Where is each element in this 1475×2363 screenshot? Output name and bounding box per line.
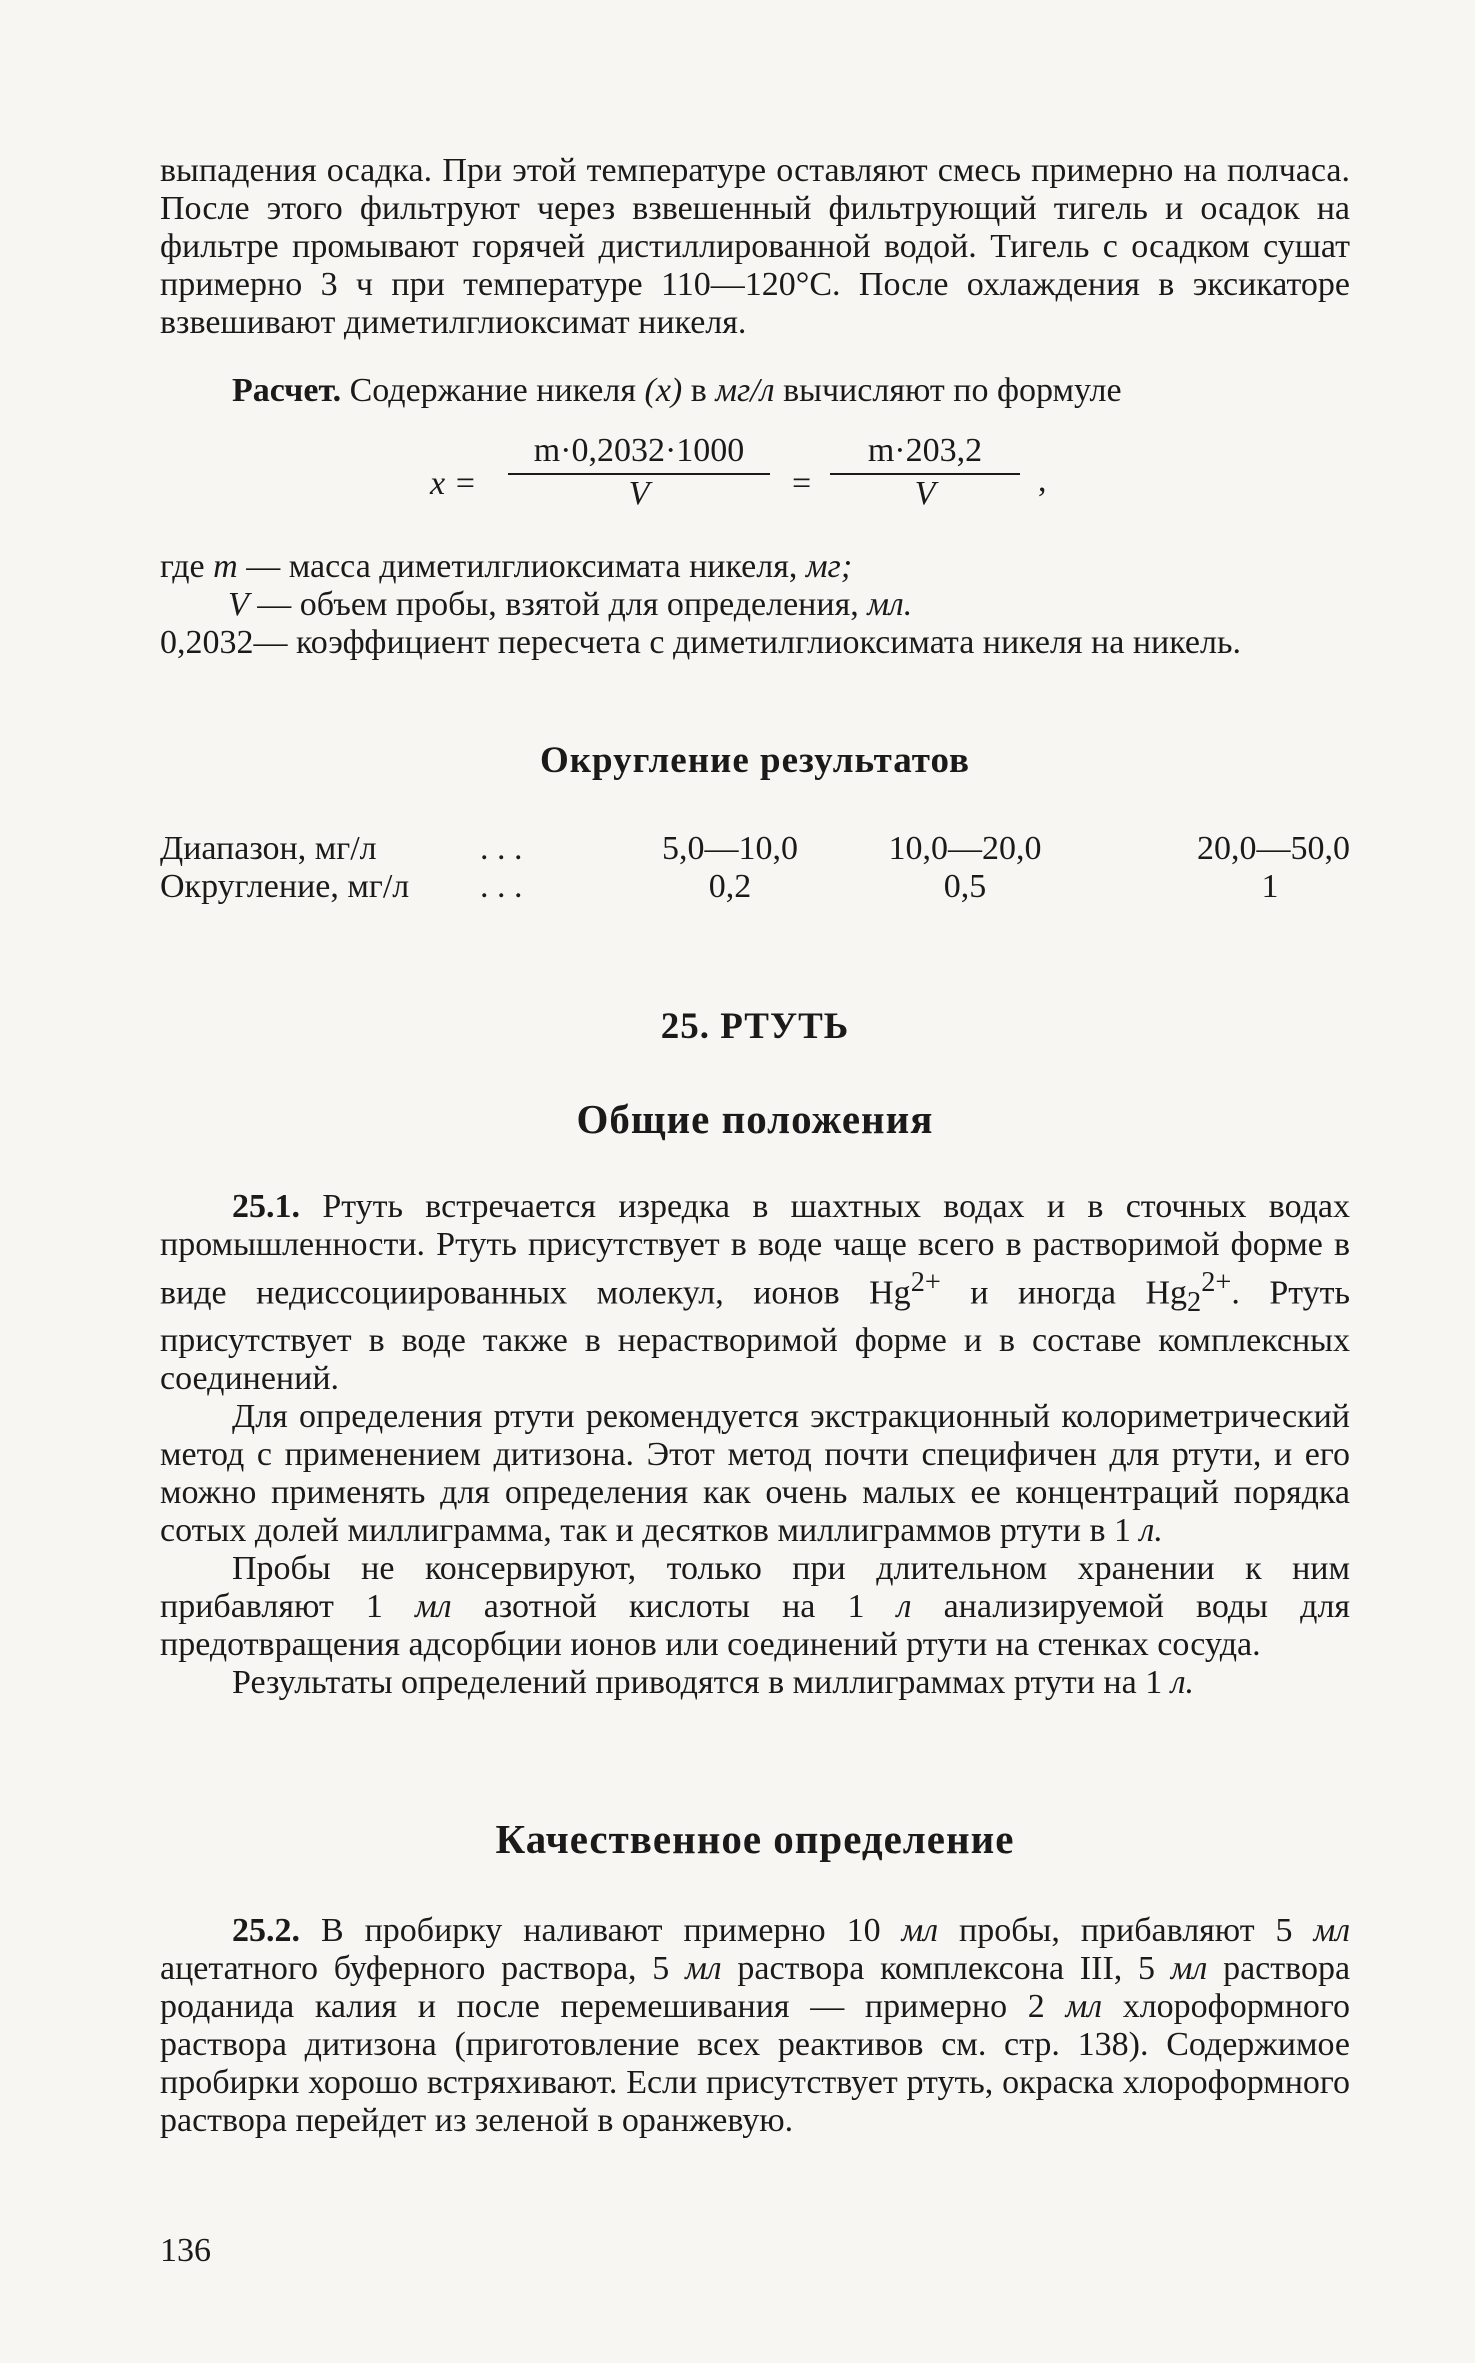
- paragraph-results: Результаты определений приводятся в миллиграммах ртути на 1 л.: [232, 1664, 1195, 1702]
- paragraph-25-2: 25.2. В пробирку наливают примерно 10 мл пробы, прибавляют 5 мл ацетатного буферного раствора, 5 мл раствора комплексона III, 5 мл раствора роданида калия и после перемешивания — примерно 2 мл хлороформного раствора дитизона (приготовление всех реактивов см. стр. 138). Содержимое пробирки хорошо встряхивают. Если присутствует ртуть, окраска хлороформного раствора перейдет из зеленой в оранжевую.: [160, 1912, 1351, 2139]
- legend-coefficient: 0,2032 — коэффициент пересчета с диметилглиоксимата никеля на никель.: [160, 624, 1241, 661]
- general-provisions-heading: Общие положения: [576, 1096, 934, 1142]
- table-row: Диапазон, мг/л . . . 5,0—10,0 10,0—20,0 20,0—50,0: [160, 830, 1350, 867]
- qualitative-heading: Качественное определение: [495, 1816, 1015, 1862]
- fraction-1-numerator: m·0,2032·1000: [508, 432, 770, 475]
- paragraph-preservation: Пробы не консервируют, только при длительном хранении к ним прибавляют 1 мл азотной кислоты на 1 л анализируемой воды для предотвращения адсорбции ионов или соединений ртути на стенках сосуда.: [160, 1550, 1351, 1664]
- table-row: Округление, мг/л . . . 0,2 0,5 1: [160, 868, 1279, 905]
- fraction-1: [508, 432, 770, 513]
- fraction-2: [830, 432, 1020, 513]
- formula-comma: ,: [1038, 462, 1047, 499]
- rounding-table: [160, 830, 1350, 906]
- calc-label: Расчет.: [232, 372, 342, 409]
- fraction-1-denominator: V: [628, 475, 650, 512]
- legend-m: где m — масса диметилглиоксимата никеля, мг;: [160, 548, 853, 585]
- formula-lhs: x =: [430, 465, 477, 502]
- section-25-body: [160, 1188, 1350, 1702]
- rounding-heading: Округление результатов: [539, 740, 971, 781]
- paragraph-continuation: выпадения осадка. При этой температуре оставляют смесь примерно на полчаса. После этого фильтруют через взвешенный фильтрующий тигель и осадок на фильтре промывают горячей дистиллированной водой. Тигель с осадком сушат примерно 3 ч при температуре 110—120°С. После охлаждения в эксикаторе взвешивают диметилглиоксимат никеля.: [160, 152, 1350, 341]
- formula-equals: =: [792, 465, 812, 502]
- fraction-2-numerator: m·203,2: [830, 432, 1020, 475]
- nickel-formula: [430, 432, 1050, 522]
- calculation-line: Расчет. Содержание никеля (x) в мг/л вычисляют по формуле: [232, 372, 1122, 409]
- paragraph-dithizone: Для определения ртути рекомендуется экстракционный колориметрический метод с применением дитизона. Этот метод почти специфичен для ртути, и его можно применять для определения как очень малых ее концентраций порядка сотых долей миллиграмма, так и десятков миллиграммов ртути в 1 л.: [160, 1398, 1350, 1550]
- section-title: 25. РТУТЬ: [660, 1006, 850, 1047]
- paragraph-25-1: 25.1. Ртуть встречается изредка в шахтных водах и в сточных водах промышленности. Ртуть присутствует в воде чаще всего в растворимой форме в виде недиссоциированных молекул, ионов $Hg^{2+}$ и иногда $Hg_2^{2+}$. Ртуть присутствует в воде также в нерастворимой форме и в составе комплексных соединений.: [160, 1188, 1350, 1398]
- page-number: 136: [160, 2232, 211, 2269]
- legend-v: V — объем пробы, взятой для определения, мл.: [228, 586, 913, 623]
- fraction-2-denominator: V: [914, 475, 936, 512]
